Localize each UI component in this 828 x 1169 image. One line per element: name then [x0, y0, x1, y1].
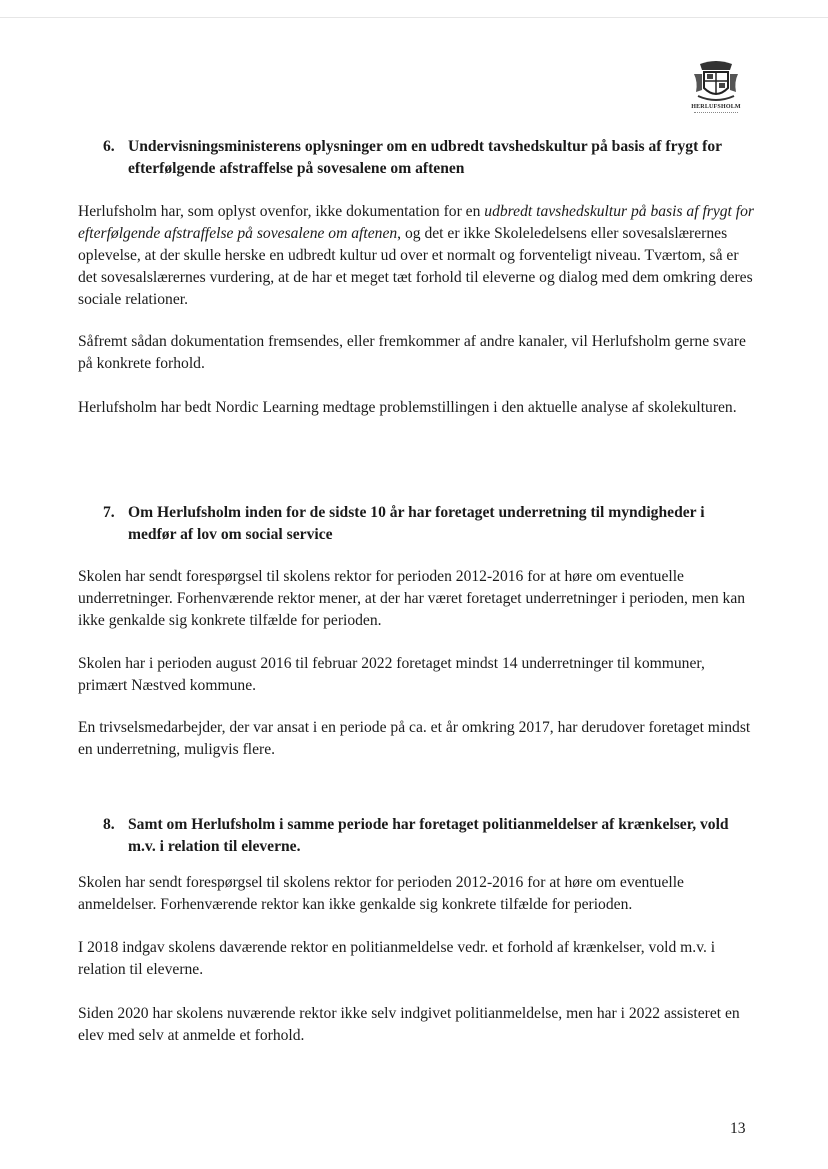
- paragraph-text: I 2018 indgav skolens daværende rektor en politianmeldelse vedr. et forhold af krænkelser, vold m.v. i relation til eleverne.: [78, 939, 716, 978]
- paragraph: [78, 717, 758, 761]
- section-heading: [103, 814, 753, 858]
- paragraph: [78, 653, 758, 697]
- paragraph: [78, 566, 758, 632]
- paragraph-text: Skolen har i perioden august 2016 til februar 2022 foretaget mindst 14 underretninger til kommuner, primært Næstved kommune.: [78, 655, 705, 694]
- herlufsholm-logo: [690, 60, 742, 118]
- paragraph-text: Herlufsholm har, som oplyst ovenfor, ikke dokumentation for en: [78, 203, 485, 220]
- paragraph-text: Siden 2020 har skolens nuværende rektor ikke selv indgivet politianmeldelse, men har i 2022 assisteret en elev med selv at anmelde et forhold.: [78, 1005, 740, 1044]
- paragraph-text: Skolen har sendt forespørgsel til skolens rektor for perioden 2012-2016 for at høre om eventuelle underretninger. Forhenværende rektor mener, at der har været foretaget underretninger i perioden, men kan ikke genkalde sig konkrete tilfælde for perioden.: [78, 568, 746, 629]
- section-heading-text: Om Herlufsholm inden for de sidste 10 år har foretaget underretning til myndigheder i medfør af lov om social service: [128, 504, 705, 543]
- paragraph: [78, 331, 758, 375]
- section-heading: [103, 502, 753, 546]
- page-number: 13: [730, 1120, 746, 1137]
- section-heading: [103, 136, 753, 180]
- logo-label: HERLUFSHOLM: [691, 104, 741, 110]
- section-number: 7.: [103, 504, 115, 521]
- paragraph-text: Herlufsholm har bedt Nordic Learning medtage problemstillingen i den aktuelle analyse af skolekulturen.: [78, 399, 737, 416]
- section-number: 8.: [103, 816, 115, 833]
- paragraph: [78, 872, 758, 916]
- paragraph-text: Såfremt sådan dokumentation fremsendes, eller fremkommer af andre kanaler, vil Herlufsholm gerne svare på konkrete forhold.: [78, 333, 746, 372]
- paragraph-italic-text: udbredt tavshedskultur på basis af frygt for efterfølgende afstraffelse på sovesalene om aftenen: [78, 203, 754, 242]
- paragraph: [78, 201, 758, 311]
- paragraph-text: En trivselsmedarbejder, der var ansat i en periode på ca. et år omkring 2017, har derudover foretaget mindst en underretning, muligvis flere.: [78, 719, 751, 758]
- paragraph-text: , og det er ikke Skoleledelsens eller sovesalslærernes oplevelse, at der skulle herske en udbredt kultur ud over et normalt og forventeligt niveau. Tværtom, så er det sovesalslærernes vurdering, at de har et meget tæt forhold til eleverne og dialog med dem omkring deres sociale relationer.: [78, 225, 753, 308]
- section-number: 6.: [103, 138, 115, 155]
- paragraph: [78, 1003, 758, 1047]
- paragraph-text: Skolen har sendt forespørgsel til skolens rektor for perioden 2012-2016 for at høre om eventuelle anmeldelser. Forhenværende rektor kan ikke genkalde sig konkrete tilfælde for perioden.: [78, 874, 684, 913]
- paragraph: [78, 937, 758, 981]
- top-rule: [0, 17, 828, 18]
- section-heading-text: Samt om Herlufsholm i samme periode har foretaget politianmeldelser af krænkelser, vold m.v. i relation til eleverne.: [128, 816, 729, 855]
- coat-of-arms-icon: [690, 60, 742, 104]
- section-heading-text: Undervisningsministerens oplysninger om en udbredt tavshedskultur på basis af frygt for efterfølgende afstraffelse på sovesalene om aftenen: [128, 138, 722, 177]
- logo-tagline-decoration: [694, 112, 738, 115]
- paragraph: [78, 397, 758, 419]
